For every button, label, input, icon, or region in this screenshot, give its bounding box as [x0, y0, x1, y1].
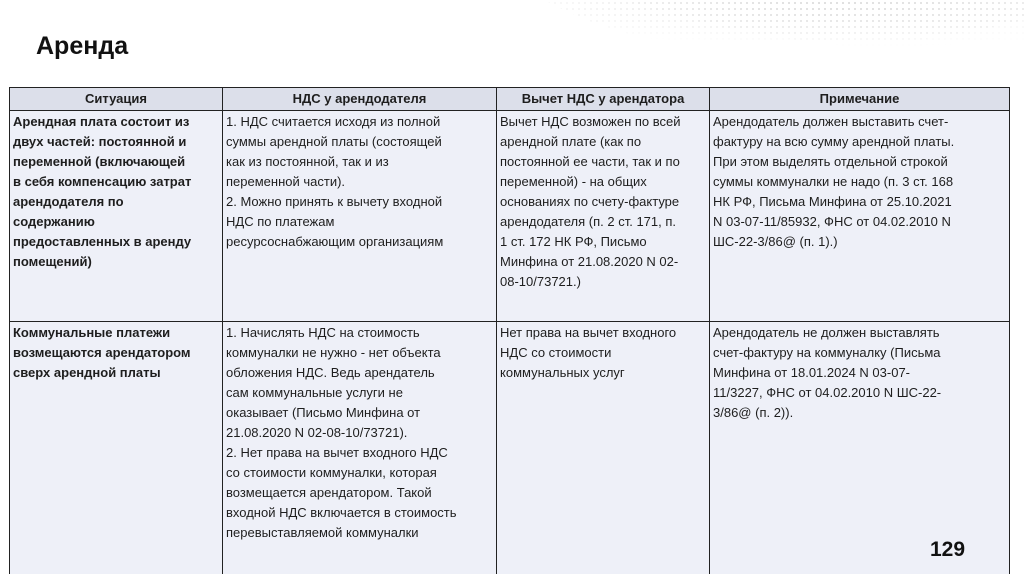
cell-note	[710, 111, 1010, 322]
cell-line: сам коммунальные услуги не	[226, 385, 403, 400]
cell-line: как из постоянной, так и из	[226, 154, 389, 169]
cell-line: основаниях по счету-фактуре	[500, 194, 680, 209]
cell-line: арендной плате (как по	[500, 134, 642, 149]
cell-line: сверх арендной платы	[13, 365, 161, 380]
cell-line: постоянной ее части, так и по	[500, 154, 680, 169]
cell-line: содержанию	[13, 214, 95, 229]
cell-line: Арендодатель должен выставить счет-	[713, 114, 949, 129]
cell-line: 2. Можно принять к вычету входной	[226, 194, 443, 209]
cell-line: фактуру на всю сумму арендной платы.	[713, 134, 955, 149]
cell-line: Арендодатель не должен выставлять	[713, 325, 940, 340]
cell-line: Коммунальные платежи	[13, 325, 171, 340]
cell-line: перевыставляемой коммуналки	[226, 525, 419, 540]
page-number: 129	[930, 538, 966, 561]
cell-line: ресурсоснабжающим организациям	[226, 234, 444, 249]
cell-line: Минфина от 18.01.2024 N 03-07-	[713, 365, 911, 380]
cell-situation	[10, 111, 223, 322]
cell-note	[710, 322, 1010, 574]
cell-line: коммунальных услуг	[500, 365, 625, 380]
cell-line: в себя компенсацию затрат	[13, 174, 192, 189]
cell-line: При этом выделять отдельной строкой	[713, 154, 948, 169]
cell-line: со стоимости коммуналки, которая	[226, 465, 437, 480]
table-row	[10, 322, 1010, 574]
cell-line: переменной части).	[226, 174, 346, 189]
cell-line: 2. Нет права на вычет входного НДС	[226, 445, 448, 460]
cell-line: Минфина от 21.08.2020 N 02-	[500, 254, 679, 269]
cell-line: переменной (включающей	[13, 154, 186, 169]
cell-line: суммы арендной платы (состоящей	[226, 134, 442, 149]
cell-line: НДС со стоимости	[500, 345, 612, 360]
cell-line: входной НДС включается в стоимость	[226, 505, 457, 520]
cell-tenant-deduction	[497, 111, 710, 322]
rental-vat-table	[9, 87, 1010, 574]
cell-line: обложения НДС. Ведь арендатель	[226, 365, 435, 380]
cell-line: переменной) - на общих	[500, 174, 647, 189]
cell-line: ШС-22-3/86@ (п. 1).)	[713, 234, 838, 249]
cell-situation	[10, 322, 223, 574]
cell-line: 1. Начислять НДС на стоимость	[226, 325, 420, 340]
header-landlord-vat: НДС у арендодателя	[223, 88, 497, 111]
cell-line: предоставленных в аренду	[13, 234, 192, 249]
cell-line: суммы коммуналки не надо (п. 3 ст. 168	[713, 174, 954, 189]
cell-landlord-vat	[223, 111, 497, 322]
cell-line: арендодателя (п. 2 ст. 171, п.	[500, 214, 677, 229]
cell-line: Арендная плата состоит из	[13, 114, 190, 129]
cell-line: Нет права на вычет входного	[500, 325, 677, 340]
cell-line: 08-10/73721.)	[500, 274, 581, 289]
cell-line: арендодателя по	[13, 194, 124, 209]
cell-line: 1 ст. 172 НК РФ, Письмо	[500, 234, 647, 249]
cell-line: Вычет НДС возможен по всей	[500, 114, 681, 129]
cell-line: 11/3227, ФНС от 04.02.2010 N ШС-22-	[713, 385, 942, 400]
cell-line: помещений)	[13, 254, 92, 269]
cell-line: 1. НДС считается исходя из полной	[226, 114, 441, 129]
cell-line: оказывает (Письмо Минфина от	[226, 405, 421, 420]
header-situation: Ситуация	[10, 88, 223, 111]
header-note: Примечание	[710, 88, 1010, 111]
cell-line: возмещается арендатором. Такой	[226, 485, 432, 500]
header-tenant-deduction: Вычет НДС у арендатора	[497, 88, 710, 111]
cell-landlord-vat	[223, 322, 497, 574]
decorative-dot-pattern	[504, 0, 1024, 90]
slide-title: Аренда	[36, 32, 129, 60]
cell-line: НДС по платежам	[226, 214, 335, 229]
cell-line: НК РФ, Письма Минфина от 25.10.2021	[713, 194, 952, 209]
cell-line: 21.08.2020 N 02-08-10/73721).	[226, 425, 408, 440]
cell-line: коммуналки не нужно - нет объекта	[226, 345, 441, 360]
cell-line: счет-фактуру на коммуналку (Письма	[713, 345, 941, 360]
cell-line: N 03-07-11/85932, ФНС от 04.02.2010 N	[713, 214, 951, 229]
cell-line: возмещаются арендатором	[13, 345, 191, 360]
cell-tenant-deduction	[497, 322, 710, 574]
table-row	[10, 111, 1010, 322]
cell-line: 3/86@ (п. 2)).	[713, 405, 794, 420]
cell-line: двух частей: постоянной и	[13, 134, 187, 149]
table-header-row	[10, 88, 1010, 111]
